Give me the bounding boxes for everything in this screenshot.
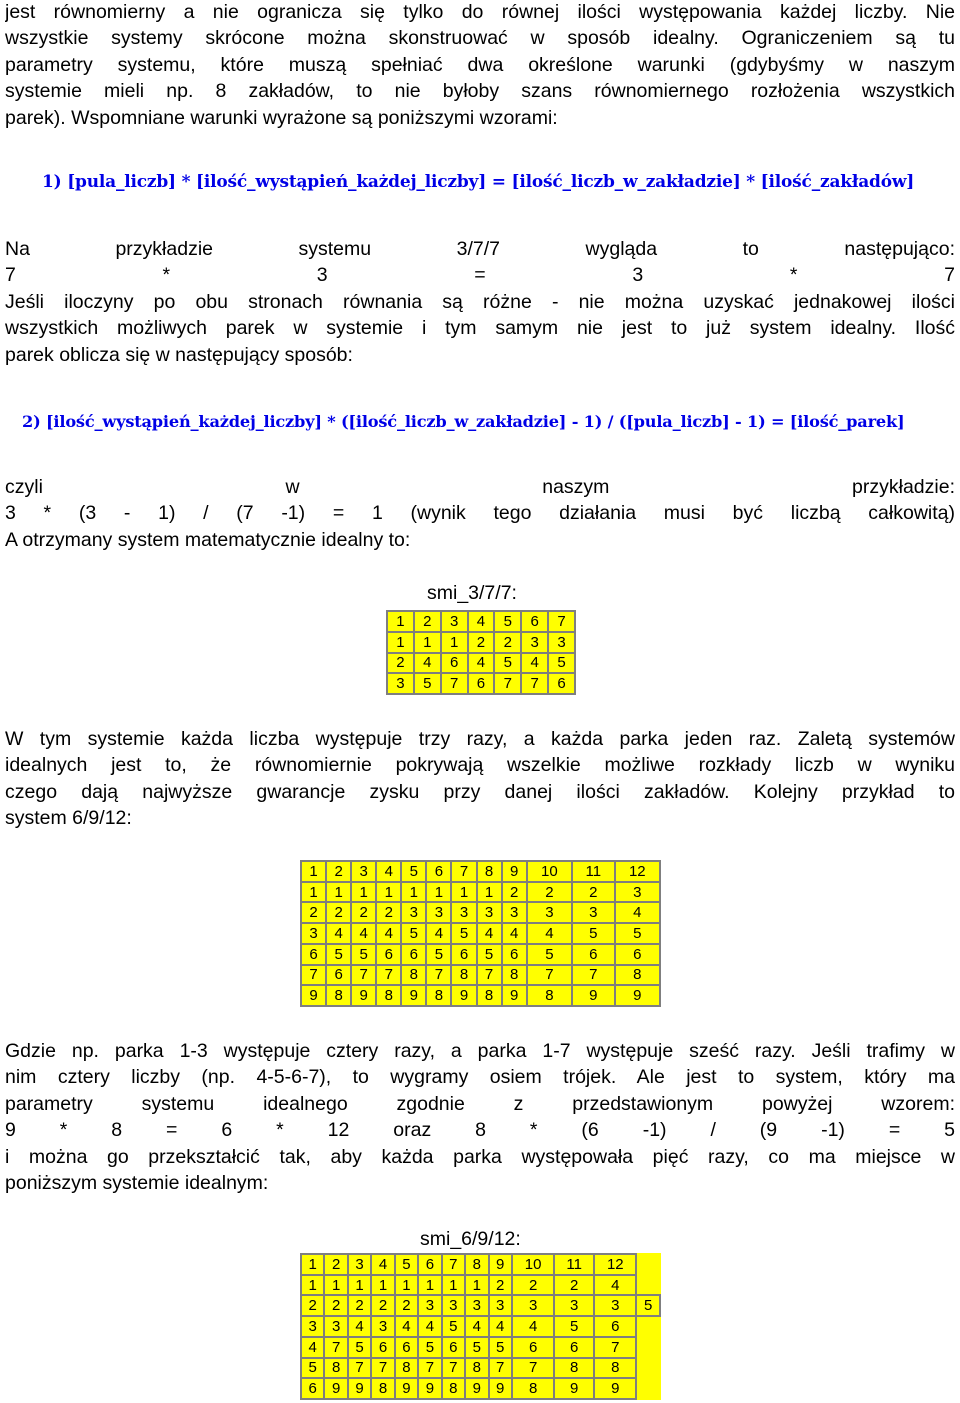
- table-row: [301, 923, 660, 944]
- table-cell: 8: [465, 1358, 488, 1379]
- table-row: [301, 1295, 660, 1316]
- text-line: Jeśli iloczyny po obu stronach równania są różne - nie można uzyskać jednakowej ilości: [5, 290, 955, 313]
- table-cell: 8: [442, 1378, 465, 1399]
- table-cell: 9: [615, 985, 660, 1006]
- formula-1: 1) [pula_liczb] * [ilość_wystąpień_każdej_liczby] = [ilość_liczb_w_zakładzie] * [ilość_zakładów]: [42, 172, 915, 192]
- table-cell: 2: [572, 882, 615, 903]
- table-cell: 6: [326, 965, 351, 986]
- text-line: poniższym systemie idealnym:: [5, 1171, 269, 1194]
- table-cell: 1: [401, 882, 426, 903]
- table-cell: 11: [572, 861, 615, 882]
- table-cell: 5: [548, 653, 575, 674]
- table-cell: 7: [572, 965, 615, 986]
- table-cell: 1: [301, 882, 326, 903]
- table-cell: 2: [494, 632, 521, 653]
- table-cell: 8: [426, 985, 451, 1006]
- table-cell: 7: [324, 1337, 347, 1358]
- table-cell: 2: [326, 902, 351, 923]
- table-cell: 2: [387, 653, 414, 674]
- table-row: [301, 1275, 660, 1296]
- table-cell: 7: [426, 965, 451, 986]
- table-cell: 8: [594, 1358, 636, 1379]
- text-line: 9 * 8 = 6 * 12 oraz 8 * (6 -1) / (9 -1) = 5: [5, 1119, 955, 1142]
- table-cell: 2: [324, 1254, 347, 1275]
- table-cell: 3: [512, 1295, 554, 1316]
- table-cell: 3: [489, 1295, 512, 1316]
- table-cell: 8: [401, 965, 426, 986]
- table-cell: 6: [502, 944, 527, 965]
- table-cell: 7: [548, 611, 575, 632]
- table-cell: 3: [324, 1316, 347, 1337]
- table-cell: 2: [371, 1295, 394, 1316]
- text-line: W tym systemie każda liczba występuje trzy razy, a każda parka jeden raz. Zaletą systemów: [5, 728, 955, 750]
- table-cell: 8: [465, 1254, 488, 1275]
- table-cell: 9: [418, 1378, 441, 1399]
- table-cell: 6: [418, 1254, 441, 1275]
- table-cell: 9: [351, 985, 376, 1006]
- table-cell: 4: [615, 902, 660, 923]
- table-cell: 1: [426, 882, 451, 903]
- table-cell: 6: [548, 673, 575, 694]
- table-cell: 6: [468, 673, 495, 694]
- table-cell: 4: [512, 1316, 554, 1337]
- table-cell: 7: [494, 673, 521, 694]
- table-cell: 3: [387, 673, 414, 694]
- table-cell: 5: [401, 861, 426, 882]
- table-caption: smi_3/7/7:: [427, 582, 517, 604]
- table-cell: 5: [494, 653, 521, 674]
- table-cell: 3: [548, 632, 575, 653]
- table-cell: 12: [615, 861, 660, 882]
- table-cell: 8: [376, 985, 401, 1006]
- table-cell: 1: [348, 1275, 371, 1296]
- table-cell: 4: [376, 923, 401, 944]
- table-cell: 2: [301, 902, 326, 923]
- paragraph-calculation: [5, 474, 955, 553]
- table-cell: 4: [414, 653, 441, 674]
- table-cell: 9: [465, 1378, 488, 1399]
- paragraph-example: [5, 236, 955, 368]
- text-line: czyli w naszym przykładzie:: [5, 476, 955, 498]
- table-cell: 5: [426, 944, 451, 965]
- table-cell: 7: [512, 1358, 554, 1379]
- text-line: Na przykładzie systemu 3/7/7 wygląda to następująco:: [5, 238, 955, 260]
- table-cell: 5: [451, 923, 476, 944]
- table-cell: 9: [554, 1378, 594, 1399]
- table-cell: 12: [594, 1254, 636, 1275]
- table-cell: 8: [502, 965, 527, 986]
- table-cell: 6: [594, 1316, 636, 1337]
- table-cell: 8: [554, 1358, 594, 1379]
- table-cell: 4: [301, 1337, 324, 1358]
- table-cell: 5: [401, 923, 426, 944]
- table-cell: 7: [489, 1358, 512, 1379]
- table-cell: 7: [348, 1358, 371, 1379]
- table-cell: 1: [465, 1275, 488, 1296]
- table-caption: smi_6/9/12:: [420, 1228, 521, 1250]
- text-line: nim cztery liczby (np. 4-5-6-7), to wygramy osiem trójek. Ale jest to system, który ma: [5, 1066, 955, 1089]
- table-cell: 8: [527, 985, 572, 1006]
- table-row: [387, 611, 575, 632]
- table-cell: 6: [426, 861, 451, 882]
- table-row: [301, 902, 660, 923]
- table-cell: 5: [348, 1337, 371, 1358]
- table-cell: 1: [477, 882, 502, 903]
- table-cell: 1: [301, 1275, 324, 1296]
- table-cell: 2: [324, 1295, 347, 1316]
- table-cell: 2: [512, 1275, 554, 1296]
- table-cell: 6: [401, 944, 426, 965]
- table-cell: 3: [348, 1254, 371, 1275]
- table-cell: 6: [554, 1337, 594, 1358]
- table-cell: 1: [301, 1254, 324, 1275]
- table-cell: 9: [489, 1254, 512, 1275]
- table-cell: 4: [348, 1316, 371, 1337]
- table-cell: 3: [521, 632, 548, 653]
- table-cell: 4: [477, 923, 502, 944]
- table-cell: 5: [395, 1254, 418, 1275]
- text-line: A otrzymany system matematycznie idealny to:: [5, 528, 411, 551]
- table-cell: 9: [489, 1378, 512, 1399]
- system-table-3-7-7: [386, 610, 576, 695]
- table-cell: 6: [512, 1337, 554, 1358]
- table-cell: 8: [371, 1378, 394, 1399]
- table-cell: 7: [351, 965, 376, 986]
- text-line: parek oblicza się w następujący sposób:: [5, 343, 353, 366]
- table-cell: 1: [324, 1275, 347, 1296]
- table-cell: 9: [502, 861, 527, 882]
- table-cell: 2: [348, 1295, 371, 1316]
- text-line: czego dają najwyższe gwarancje zysku przy danej ilości zakładów. Kolejny przykład to: [5, 780, 955, 803]
- table-cell: 5: [489, 1337, 512, 1358]
- table-cell: 6: [441, 653, 468, 674]
- system-table-smi-6-9-12: [300, 1253, 661, 1400]
- table-cell: 7: [451, 861, 476, 882]
- table-cell: 6: [521, 611, 548, 632]
- table-cell: 3: [527, 902, 572, 923]
- table-cell: 3: [572, 902, 615, 923]
- table-cell: 3: [554, 1295, 594, 1316]
- table-cell: 9: [502, 985, 527, 1006]
- table-cell: 6: [615, 944, 660, 965]
- table-cell: 5: [351, 944, 376, 965]
- table-cell: 9: [594, 1378, 636, 1399]
- paragraph-advantages: [5, 726, 955, 832]
- table-cell: 8: [326, 985, 351, 1006]
- paragraph-pairs: [5, 1038, 955, 1196]
- table-cell: 4: [326, 923, 351, 944]
- table-cell: 4: [426, 923, 451, 944]
- table-cell: 3: [301, 923, 326, 944]
- table-cell: 1: [442, 1275, 465, 1296]
- table-row: [301, 1358, 660, 1379]
- table-cell: 5: [414, 673, 441, 694]
- table-cell: 4: [468, 611, 495, 632]
- table-row: [301, 861, 660, 882]
- table-cell: 3: [371, 1316, 394, 1337]
- table-cell: 10: [527, 861, 572, 882]
- table-cell: 2: [489, 1275, 512, 1296]
- table-cell: 2: [351, 902, 376, 923]
- table-cell: 10: [512, 1254, 554, 1275]
- table-cell: 6: [572, 944, 615, 965]
- table-cell: 6: [301, 1378, 324, 1399]
- text-line: wszystkie systemy skrócone można skonstruować w sposób idealny. Ograniczeniem są tu: [5, 27, 955, 50]
- text-line: systemie mieli np. 8 zakładów, to nie byłoby szans równomiernego rozłożenia wszystkich: [5, 80, 955, 103]
- table-row: [387, 673, 575, 694]
- table-cell: 7: [371, 1358, 394, 1379]
- table-cell: 4: [395, 1316, 418, 1337]
- text-line: Gdzie np. parka 1-3 występuje cztery razy, a parka 1-7 występuje sześć razy. Jeśli trafimy w: [5, 1040, 955, 1062]
- table-cell: 6: [395, 1337, 418, 1358]
- table-cell: 7: [477, 965, 502, 986]
- table-cell: 6: [442, 1337, 465, 1358]
- table-cell: 1: [371, 1275, 394, 1296]
- table-cell: 5: [326, 944, 351, 965]
- table-cell: 1: [418, 1275, 441, 1296]
- table-cell: 3: [418, 1295, 441, 1316]
- formula-2: 2) [ilość_wystąpień_każdej_liczby] * ([ilość_liczb_w_zakładzie] - 1) / ([pula_liczb] - 1) = [ilość_parek]: [22, 412, 905, 431]
- table-cell: 8: [395, 1358, 418, 1379]
- table-cell: 5: [418, 1337, 441, 1358]
- table-cell: 3: [401, 902, 426, 923]
- table-cell: 7: [594, 1337, 636, 1358]
- table-cell: 4: [594, 1275, 636, 1296]
- table-cell: 2: [395, 1295, 418, 1316]
- table-cell: 7: [527, 965, 572, 986]
- table-cell: 1: [387, 611, 414, 632]
- table-cell: 3: [426, 902, 451, 923]
- table-row: [301, 1316, 660, 1337]
- table-cell: 6: [451, 944, 476, 965]
- table-cell: 4: [527, 923, 572, 944]
- table-cell: 4: [376, 861, 401, 882]
- table-cell: 3: [477, 902, 502, 923]
- table-cell: 9: [348, 1378, 371, 1399]
- table-cell: 7: [301, 965, 326, 986]
- table-cell: 4: [502, 923, 527, 944]
- table-cell: 2: [301, 1295, 324, 1316]
- table-cell: 4: [351, 923, 376, 944]
- table-row: [387, 632, 575, 653]
- table-cell: 8: [451, 965, 476, 986]
- table-cell: 2: [468, 632, 495, 653]
- table-cell: 7: [418, 1358, 441, 1379]
- table-cell: 4: [521, 653, 548, 674]
- table-cell: 3: [594, 1295, 636, 1316]
- table-cell: 1: [414, 632, 441, 653]
- table-cell: 8: [615, 965, 660, 986]
- table-cell: 7: [442, 1358, 465, 1379]
- table-cell: 3: [502, 902, 527, 923]
- text-line: system 6/9/12:: [5, 807, 132, 830]
- text-line: 7 * 3 = 3 * 7: [5, 264, 955, 287]
- table-cell: 4: [465, 1316, 488, 1337]
- table-cell: 5: [636, 1295, 660, 1316]
- table-cell: 8: [324, 1358, 347, 1379]
- table-cell: 5: [572, 923, 615, 944]
- table-cell: 3: [615, 882, 660, 903]
- table-cell: 2: [527, 882, 572, 903]
- table-cell: 9: [324, 1378, 347, 1399]
- table-cell: 3: [441, 611, 468, 632]
- table-cell: 7: [376, 965, 401, 986]
- table-cell: 5: [615, 923, 660, 944]
- text-line: wszystkich możliwych parek w systemie i tym samym nie jest to już system idealny. Ilość: [5, 317, 955, 340]
- table-row: [301, 1378, 660, 1399]
- table-cell: 1: [451, 882, 476, 903]
- table-row: [301, 1337, 660, 1358]
- table-cell: 9: [451, 985, 476, 1006]
- table-cell: 9: [301, 985, 326, 1006]
- table-cell: 3: [442, 1295, 465, 1316]
- table-cell: 3: [301, 1316, 324, 1337]
- table-cell: 7: [521, 673, 548, 694]
- table-cell: 5: [554, 1316, 594, 1337]
- table-cell: 8: [512, 1378, 554, 1399]
- table-row: [301, 944, 660, 965]
- table-cell: 5: [494, 611, 521, 632]
- table-cell: 6: [376, 944, 401, 965]
- table-cell: 1: [387, 632, 414, 653]
- table-cell: 3: [451, 902, 476, 923]
- table-cell: 3: [465, 1295, 488, 1316]
- table-cell: 9: [401, 985, 426, 1006]
- table-cell: 5: [527, 944, 572, 965]
- system-table-6-9-12: [300, 860, 661, 1007]
- table-cell: 7: [442, 1254, 465, 1275]
- table-cell: 4: [418, 1316, 441, 1337]
- table-cell: 7: [441, 673, 468, 694]
- table-cell: 4: [468, 653, 495, 674]
- text-line: jest równomierny a nie ogranicza się tylko do równej ilości występowania każdej liczby. Nie: [5, 1, 955, 23]
- table-cell: 6: [301, 944, 326, 965]
- table-row: [387, 653, 575, 674]
- table-cell: 2: [326, 861, 351, 882]
- table-cell: 1: [301, 861, 326, 882]
- text-line: parametry systemu idealnego zgodnie z przedstawionym powyżej wzorem:: [5, 1092, 955, 1115]
- table-cell: 5: [465, 1337, 488, 1358]
- table-cell: 5: [301, 1358, 324, 1379]
- table-cell: 11: [554, 1254, 594, 1275]
- table-cell: 4: [489, 1316, 512, 1337]
- table-cell: 2: [554, 1275, 594, 1296]
- table-row: [301, 882, 660, 903]
- text-line: idealnych jest to, że równomiernie pokrywają wszelkie możliwe rozkłady liczb w wyniku: [5, 754, 955, 777]
- table-cell: 2: [376, 902, 401, 923]
- table-cell: 8: [477, 861, 502, 882]
- table-cell: 1: [326, 882, 351, 903]
- table-cell: 2: [414, 611, 441, 632]
- table-row: [301, 985, 660, 1006]
- table-cell: 9: [395, 1378, 418, 1399]
- text-line: parek). Wspomniane warunki wyrażone są poniższymi wzorami:: [5, 106, 558, 129]
- table-cell: 5: [442, 1316, 465, 1337]
- table-cell: 1: [395, 1275, 418, 1296]
- text-line: i można go przekształcić tak, aby każda parka występowała pięć razy, co ma miejsce w: [5, 1145, 955, 1168]
- text-line: parametry systemu, które muszą spełniać dwa określone warunki (gdybyśmy w naszym: [5, 53, 955, 76]
- table-row: [301, 1254, 660, 1275]
- table-cell: 8: [477, 985, 502, 1006]
- table-cell: 3: [351, 861, 376, 882]
- text-line: 3 * (3 - 1) / (7 -1) = 1 (wynik tego działania musi być liczbą całkowitą): [5, 502, 955, 525]
- table-cell: 1: [376, 882, 401, 903]
- table-cell: 1: [441, 632, 468, 653]
- table-cell: 2: [502, 882, 527, 903]
- table-cell: 1: [351, 882, 376, 903]
- table-cell: 5: [477, 944, 502, 965]
- paragraph-intro: [5, 0, 955, 131]
- table-cell: 9: [572, 985, 615, 1006]
- table-row: [301, 965, 660, 986]
- table-cell: 6: [371, 1337, 394, 1358]
- table-cell: 4: [371, 1254, 394, 1275]
